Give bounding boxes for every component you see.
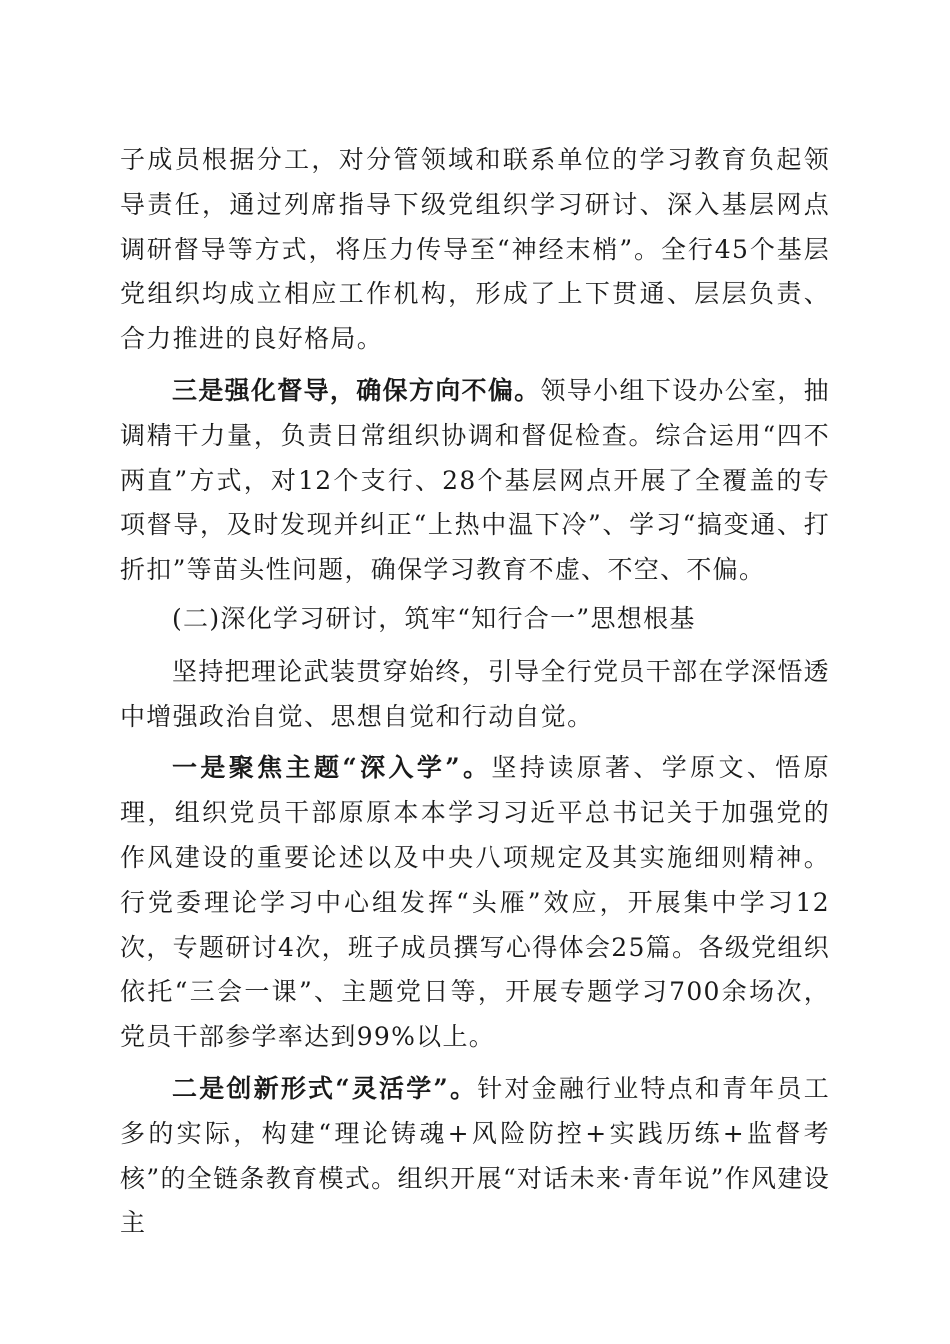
paragraph-text: 坚持读原著、学原文、悟原理，组织党员干部原原本本学习习近平总书记关于加强党的作风建设的重要论述以及中央八项规定及其实施细则精神。行党委理论学习中心组发挥“头雁”效应，开展集中学习12次，专题研讨4次，班子成员撰写心得体会25篇。各级党组织依托“三会一课”、主题党日等，开展专题学习700余场次，党员干部参学率达到99%以上。 [120, 753, 830, 1052]
paragraph-continuation [120, 138, 830, 362]
paragraph-flexible-study [120, 1067, 830, 1246]
paragraph-text: 坚持把理论武装贯穿始终，引导全行党员干部在学深悟透中增强政治自觉、思想自觉和行动自觉。 [120, 656, 830, 731]
paragraph-lead: 一是聚焦主题“深入学”。 [172, 753, 492, 783]
document-body [120, 138, 830, 1246]
paragraph-lead: 二是创新形式“灵活学”。 [172, 1073, 478, 1103]
paragraph-text: 领导小组下设办公室，抽调精干力量，负责日常组织协调和督促检查。综合运用“四不两直”方式，对12个支行、28个基层网点开展了全覆盖的专项督导，及时发现并纠正“上热中温下冷”、学习“搞变通、打折扣”等苗头性问题，确保学习教育不虚、不空、不偏。 [120, 375, 830, 585]
paragraph-supervision [120, 369, 830, 593]
paragraph-lead: 三是强化督导，确保方向不偏。 [172, 375, 541, 405]
section-heading [120, 597, 830, 642]
paragraph-focus-study [120, 746, 830, 1060]
paragraph-intro [120, 650, 830, 740]
paragraph-text: 针对金融行业特点和青年员工多的实际，构建“理论铸魂+风险防控+实践历练+监督考核”的全链条教育模式。组织开展“对话未来·青年说”作风建设主 [120, 1073, 830, 1238]
paragraph-text: 子成员根据分工，对分管领域和联系单位的学习教育负起领导责任，通过列席指导下级党组织学习研讨、深入基层网点调研督导等方式，将压力传导至“神经末梢”。全行45个基层党组织均成立相应工作机构，形成了上下贯通、层层负责、合力推进的良好格局。 [120, 145, 830, 354]
section-heading-text: (二)深化学习研讨，筑牢“知行合一”思想根基 [172, 603, 696, 633]
